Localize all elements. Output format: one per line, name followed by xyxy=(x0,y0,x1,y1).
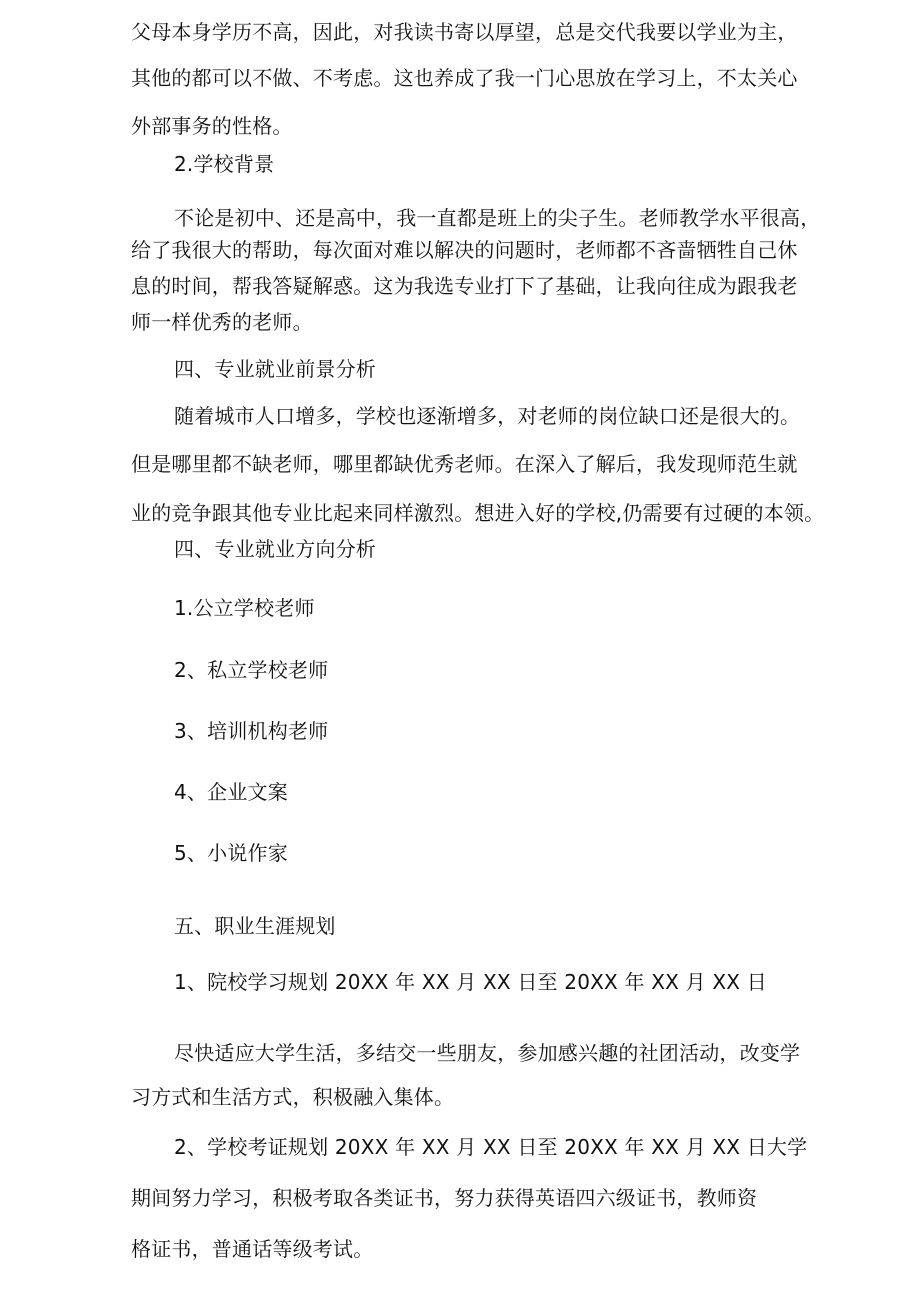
paragraph-line: 但是哪里都不缺老师，哪里都缺优秀老师。在深入了解后，我发现师范生就 xyxy=(131,452,798,476)
paragraph-line: 给了我很大的帮助，每次面对难以解决的问题时，老师都不吝啬牺牲自己休 xyxy=(131,238,798,262)
paragraph-line: 尽快适应大学生活，多结交一些朋友，参加感兴趣的社团活动，改变学 xyxy=(174,1041,801,1065)
paragraph-line: 随着城市人口增多，学校也逐渐增多，对老师的岗位缺口还是很大的。 xyxy=(174,404,801,428)
paragraph-line: 外部事务的性格。 xyxy=(131,114,293,138)
section-heading: 2.学校背景 xyxy=(174,152,275,176)
paragraph-line: 2、学校考证规划 20XX 年 XX 月 XX 日至 20XX 年 XX 月 XX 日大学 xyxy=(174,1135,808,1159)
paragraph-line: 习方式和生活方式，积极融入集体。 xyxy=(131,1085,455,1109)
section-heading: 五、职业生涯规划 xyxy=(174,914,336,938)
list-item: 2、私立学校老师 xyxy=(174,658,329,682)
section-heading: 四、专业就业前景分析 xyxy=(174,357,376,381)
paragraph-line: 师一样优秀的老师。 xyxy=(131,310,313,334)
paragraph-line: 其他的都可以不做、不考虑。这也养成了我一门心思放在学习上，不太关心 xyxy=(131,66,798,90)
paragraph-line: 期间努力学习，积极考取各类证书，努力获得英语四六级证书，教师资 xyxy=(131,1186,758,1210)
sub-heading: 1、院校学习规划 20XX 年 XX 月 XX 日至 20XX 年 XX 月 XX 日 xyxy=(174,970,767,994)
list-item: 3、培训机构老师 xyxy=(174,719,329,743)
section-heading: 四、专业就业方向分析 xyxy=(174,537,376,561)
paragraph-line: 父母本身学历不高，因此，对我读书寄以厚望，总是交代我要以学业为主， xyxy=(131,20,798,44)
paragraph-line: 不论是初中、还是高中，我一直都是班上的尖子生。老师教学水平很高， xyxy=(174,206,821,230)
list-item: 4、企业文案 xyxy=(174,780,288,804)
list-item: 1.公立学校老师 xyxy=(174,596,315,620)
paragraph-line: 格证书，普通话等级考试。 xyxy=(131,1237,374,1261)
list-item: 5、小说作家 xyxy=(174,841,288,865)
paragraph-line: 息的时间，帮我答疑解惑。这为我选专业打下了基础，让我向往成为跟我老 xyxy=(131,274,798,298)
paragraph-line: 业的竞争跟其他专业比起来同样激烈。想进入好的学校,仍需要有过硬的本领。 xyxy=(131,501,825,525)
